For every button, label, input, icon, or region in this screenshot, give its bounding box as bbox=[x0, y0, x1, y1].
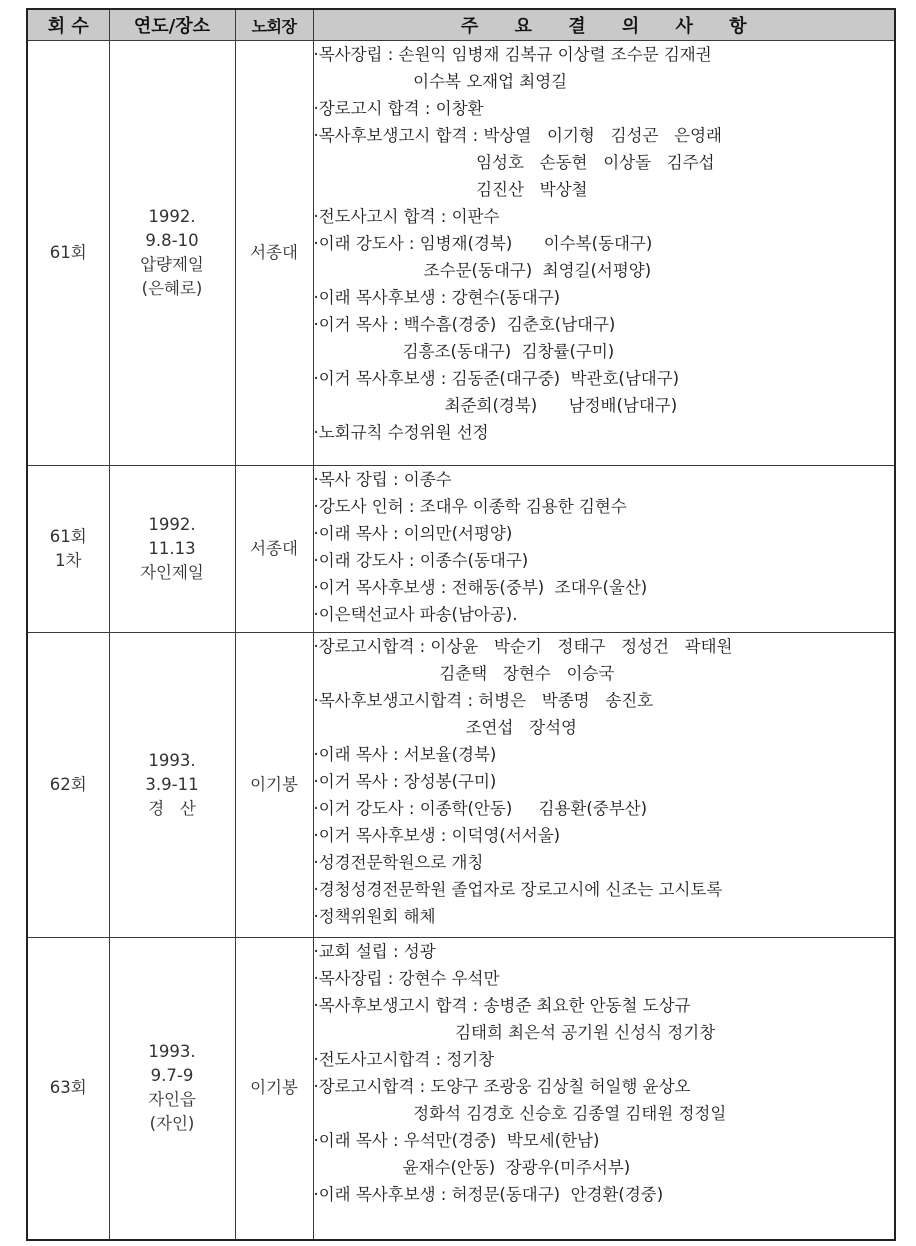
decision-item: ·전도사고시 합격 : 이판수 bbox=[313, 207, 500, 226]
decision-item: ·목사장립 : 강현수 우석만 bbox=[313, 969, 500, 988]
decision-item-continued: 김춘택 장현수 이승국 bbox=[313, 664, 615, 683]
decision-item: ·이래 목사후보생 : 허정문(동대구) 안경환(경중) bbox=[313, 1185, 664, 1204]
presbytery-minutes-table bbox=[26, 8, 896, 1241]
decision-item: ·목사후보생고시 합격 : 송병준 최요한 안동철 도상규 bbox=[313, 996, 691, 1015]
moderator-cell bbox=[235, 41, 313, 466]
session-row bbox=[27, 41, 895, 466]
session-number-sub: 1차 bbox=[55, 551, 82, 570]
decision-item: ·목사 장립 : 이종수 bbox=[313, 470, 452, 489]
decision-item: ·전도사고시합격 : 정기창 bbox=[313, 1050, 495, 1069]
session-date-range: 11.13 bbox=[148, 539, 196, 558]
decisions-cell bbox=[313, 938, 895, 1240]
sessions-body bbox=[27, 41, 895, 1240]
session-date-year: 1992. bbox=[148, 207, 196, 226]
decision-item-continued: 김흥조(동대구) 김창률(구미) bbox=[313, 342, 615, 361]
session-date-year: 1993. bbox=[148, 751, 196, 770]
decision-item: ·이래 목사 : 이의만(서평양) bbox=[313, 524, 513, 543]
decision-item: ·성경전문학원으로 개칭 bbox=[313, 853, 484, 872]
session-date-range: 9.8-10 bbox=[145, 231, 199, 250]
decision-item: ·장로고시 합격 : 이창환 bbox=[313, 99, 484, 118]
session-number: 61회 bbox=[49, 243, 87, 262]
decision-item-continued: 정화석 김경호 신승호 김종열 김태원 정정일 bbox=[313, 1104, 727, 1123]
decision-item-continued: 윤재수(안동) 장광우(미주서부) bbox=[313, 1158, 631, 1177]
session-number: 63회 bbox=[49, 1078, 87, 1098]
decision-item: ·이래 목사 : 서보율(경북) bbox=[313, 745, 497, 764]
moderator-name: 이기봉 bbox=[250, 1078, 298, 1098]
date-place-cell bbox=[109, 466, 235, 633]
session-date-year: 1993. bbox=[148, 1042, 196, 1062]
decision-item: ·정책위원회 해체 bbox=[313, 907, 436, 926]
decision-item: ·교회 설립 : 성광 bbox=[313, 942, 436, 961]
decision-item-continued: 임성호 손동현 이상돌 김주섭 bbox=[313, 153, 715, 172]
decision-item: ·이거 목사후보생 : 이덕영(서서울) bbox=[313, 826, 561, 845]
decision-item: ·목사후보생고시 합격 : 박상열 이기형 김성곤 은영래 bbox=[313, 126, 722, 145]
session-number-cell bbox=[27, 938, 109, 1240]
decision-item: ·이래 강도사 : 임병재(경북) 이수복(동대구) bbox=[313, 234, 653, 253]
header-session: 회 수 bbox=[27, 9, 109, 41]
session-number: 61회 bbox=[49, 527, 87, 546]
decision-item: ·강도사 인허 : 조대우 이종학 김용한 김현수 bbox=[313, 497, 627, 516]
decisions-cell bbox=[313, 466, 895, 633]
session-row bbox=[27, 938, 895, 1240]
decision-item-continued: 김진산 박상철 bbox=[313, 180, 588, 199]
session-place: 자인읍 bbox=[148, 1090, 196, 1110]
session-place-note: (자인) bbox=[149, 1114, 195, 1134]
header-decisions: 주 요 결 의 사 항 bbox=[313, 9, 895, 41]
decision-item: ·이래 강도사 : 이종수(동대구) bbox=[313, 551, 529, 570]
decision-item-continued: 최준희(경북) 남정배(남대구) bbox=[313, 396, 678, 415]
decision-item-continued: 조연섭 장석영 bbox=[313, 718, 577, 737]
session-date-range: 9.7-9 bbox=[150, 1066, 194, 1086]
header-moderator: 노회장 bbox=[235, 9, 313, 41]
moderator-name: 서종대 bbox=[250, 539, 298, 558]
session-date-range: 3.9-11 bbox=[145, 775, 199, 794]
decision-item-continued: 이수복 오재업 최영길 bbox=[313, 72, 568, 91]
decision-item: ·이거 목사 : 장성봉(구미) bbox=[313, 772, 497, 791]
decision-item: ·이거 목사후보생 : 전해동(중부) 조대우(울산) bbox=[313, 578, 648, 597]
decision-item: ·이래 목사후보생 : 강현수(동대구) bbox=[313, 288, 561, 307]
decision-item: ·경청성경전문학원 졸업자로 장로고시에 신조는 고시토록 bbox=[313, 880, 723, 899]
decision-item: ·목사장립 : 손원익 임병재 김복규 이상렬 조수문 김재권 bbox=[313, 45, 712, 64]
decision-item: ·이거 목사 : 백수흠(경중) 김춘호(남대구) bbox=[313, 315, 616, 334]
decision-item-continued: 김태희 최은석 공기원 신성식 정기창 bbox=[313, 1023, 716, 1042]
decision-item: ·이거 목사후보생 : 김동준(대구중) 박관호(남대구) bbox=[313, 369, 680, 388]
header-year-place: 연도/장소 bbox=[109, 9, 235, 41]
header-row bbox=[27, 9, 895, 41]
session-place: 경 산 bbox=[148, 799, 196, 818]
decision-item: ·장로고시합격 : 이상윤 박순기 정태구 정성건 곽태원 bbox=[313, 637, 733, 656]
decision-item: ·장로고시합격 : 도양구 조광웅 김상칠 허일행 윤상오 bbox=[313, 1077, 691, 1096]
decision-item: ·노회규칙 수정위원 선정 bbox=[313, 423, 489, 442]
session-number-cell bbox=[27, 466, 109, 633]
moderator-name: 이기봉 bbox=[250, 775, 298, 794]
session-date-year: 1992. bbox=[148, 515, 196, 534]
decision-item-continued: 조수문(동대구) 최영길(서평양) bbox=[313, 261, 652, 280]
moderator-name: 서종대 bbox=[250, 243, 298, 262]
decision-item: ·이래 목사 : 우석만(경중) 박모세(한남) bbox=[313, 1131, 600, 1150]
moderator-cell bbox=[235, 633, 313, 938]
decisions-cell bbox=[313, 633, 895, 938]
session-number-cell bbox=[27, 41, 109, 466]
session-row bbox=[27, 633, 895, 938]
decision-item: ·목사후보생고시합격 : 허병은 박종명 송진호 bbox=[313, 691, 654, 710]
session-place: 자인제일 bbox=[140, 563, 204, 582]
moderator-cell bbox=[235, 466, 313, 633]
decision-item: ·이은택선교사 파송(남아공). bbox=[313, 605, 518, 624]
date-place-cell bbox=[109, 633, 235, 938]
moderator-cell bbox=[235, 938, 313, 1240]
decisions-cell bbox=[313, 41, 895, 466]
decision-item: ·이거 강도사 : 이종학(안동) 김용환(중부산) bbox=[313, 799, 648, 818]
session-row bbox=[27, 466, 895, 633]
session-place-note: (은혜로) bbox=[141, 279, 203, 298]
date-place-cell bbox=[109, 41, 235, 466]
session-number-cell bbox=[27, 633, 109, 938]
session-number: 62회 bbox=[49, 775, 87, 794]
date-place-cell bbox=[109, 938, 235, 1240]
session-place: 압량제일 bbox=[140, 255, 204, 274]
